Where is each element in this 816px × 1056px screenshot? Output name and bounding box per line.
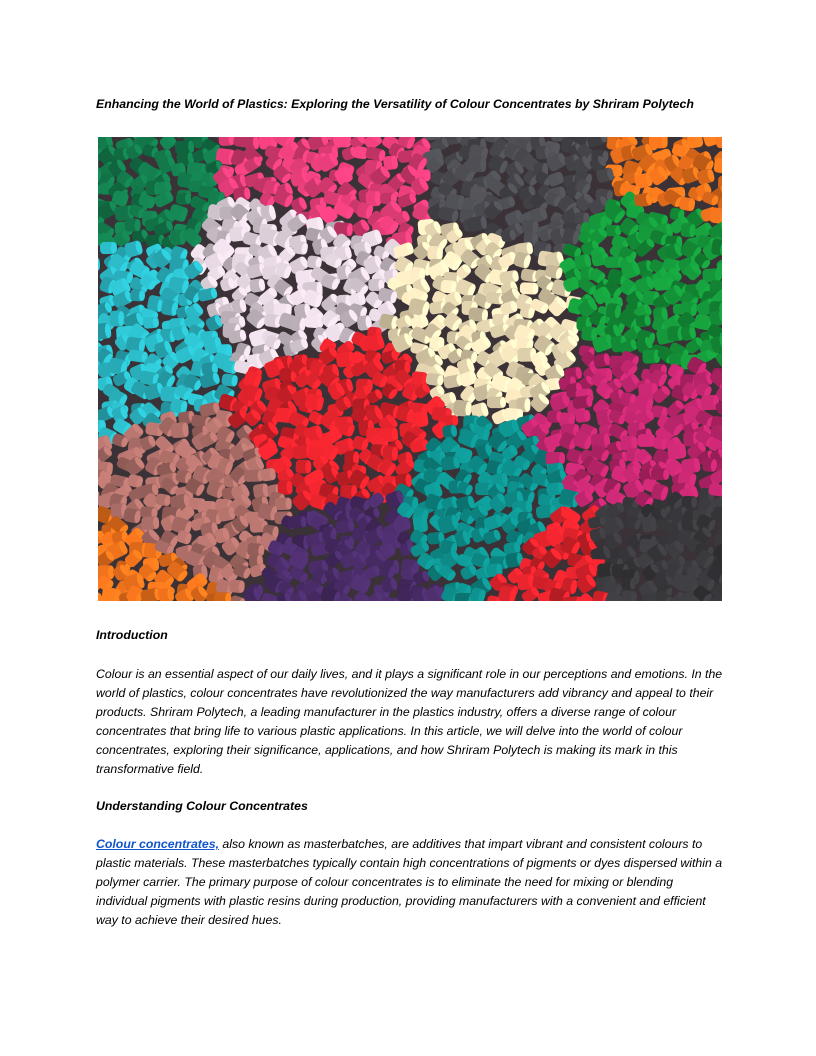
paragraph-line: products. Shriram Polytech, a leading manufacturer in the plastics industry, offers a diverse range of colour [96, 705, 677, 719]
introduction-heading: Introduction [96, 628, 168, 642]
granule [229, 595, 247, 601]
granule [642, 349, 660, 364]
granule [143, 316, 160, 329]
granule [522, 220, 539, 234]
paragraph-line: transformative field. [96, 762, 204, 776]
granule [638, 434, 656, 447]
granule [229, 579, 245, 593]
paragraph-line: individual pigments with plastic resins during production, providing manufacturers with a convenient and efficient [96, 894, 706, 908]
granule [546, 171, 565, 188]
granule [459, 563, 478, 581]
granule [100, 242, 117, 254]
granule [520, 282, 539, 294]
granule [651, 468, 670, 480]
granule [277, 480, 293, 495]
granule [176, 193, 192, 205]
granule [98, 322, 112, 339]
granule [696, 168, 715, 185]
introduction-paragraph [96, 665, 726, 779]
granule [290, 316, 306, 332]
granule [641, 516, 658, 533]
granule [575, 409, 591, 423]
granule [572, 395, 593, 409]
granule [335, 519, 355, 534]
granule [295, 460, 311, 474]
granule [382, 446, 398, 461]
colour-concentrates-link[interactable]: Colour concentrates, [96, 837, 219, 851]
granule [260, 468, 276, 482]
granule [621, 577, 636, 591]
paragraph-line: world of plastics, colour concentrates have revolutionized the way manufacturers add vibrancy and appeal to their [96, 686, 714, 700]
granule [702, 457, 718, 472]
granule [487, 397, 506, 409]
granule [141, 516, 159, 530]
granule [304, 316, 324, 329]
granule [500, 229, 516, 243]
granule [174, 140, 194, 155]
granule [365, 146, 387, 162]
granule [214, 592, 231, 601]
paragraph-line: plastic materials. These masterbatches typically contain high concentrations of pigments or dyes dispersed within a [96, 856, 723, 870]
granule [442, 424, 458, 439]
granule [288, 515, 307, 528]
granule [667, 443, 687, 460]
granule [125, 218, 141, 231]
granule [160, 299, 179, 316]
granule [218, 137, 234, 146]
paragraph-line: way to achieve their desired hues. [96, 913, 282, 927]
understanding-heading: Understanding Colour Concentrates [96, 799, 308, 813]
paragraph-text: also known as masterbatches, are additives that impart vibrant and consistent colours to [219, 837, 703, 851]
granule [249, 278, 266, 293]
granule [621, 590, 637, 601]
granule [680, 223, 696, 238]
granule [487, 154, 510, 175]
granule [98, 257, 100, 272]
granule [334, 137, 351, 147]
paragraph-line: concentrates, exploring their significance, applications, and how Shriram Polytech is making its mark in this [96, 743, 678, 757]
granule [593, 352, 612, 368]
granule [130, 289, 145, 302]
granule [470, 157, 486, 173]
granule [427, 246, 443, 261]
document-title: Enhancing the World of Plastics: Exploring the Versatility of Colour Concentrates by Shriram Polytech [96, 97, 694, 111]
granule [589, 215, 607, 230]
granule [292, 240, 308, 255]
granule [453, 400, 472, 417]
granule [606, 225, 622, 236]
granule [170, 422, 189, 438]
plastic-granules-photo [98, 137, 722, 601]
granule [649, 137, 668, 148]
granules-image [98, 137, 722, 601]
granule [98, 274, 100, 296]
paragraph-line: polymer carrier. The primary purpose of colour concentrates is to eliminate the need for mixing or blending [96, 875, 674, 889]
paragraph-line [96, 835, 726, 854]
granule [546, 452, 565, 465]
paragraph-line: Colour is an essential aspect of our daily lives, and it plays a significant role in our perceptions and emotions. In the [96, 667, 723, 681]
granule [110, 311, 124, 327]
paragraph-line: concentrates that bring life to various plastic applications. In this article, we will delve into the world of colour [96, 724, 683, 738]
understanding-paragraph [96, 835, 726, 930]
granule [306, 255, 322, 269]
